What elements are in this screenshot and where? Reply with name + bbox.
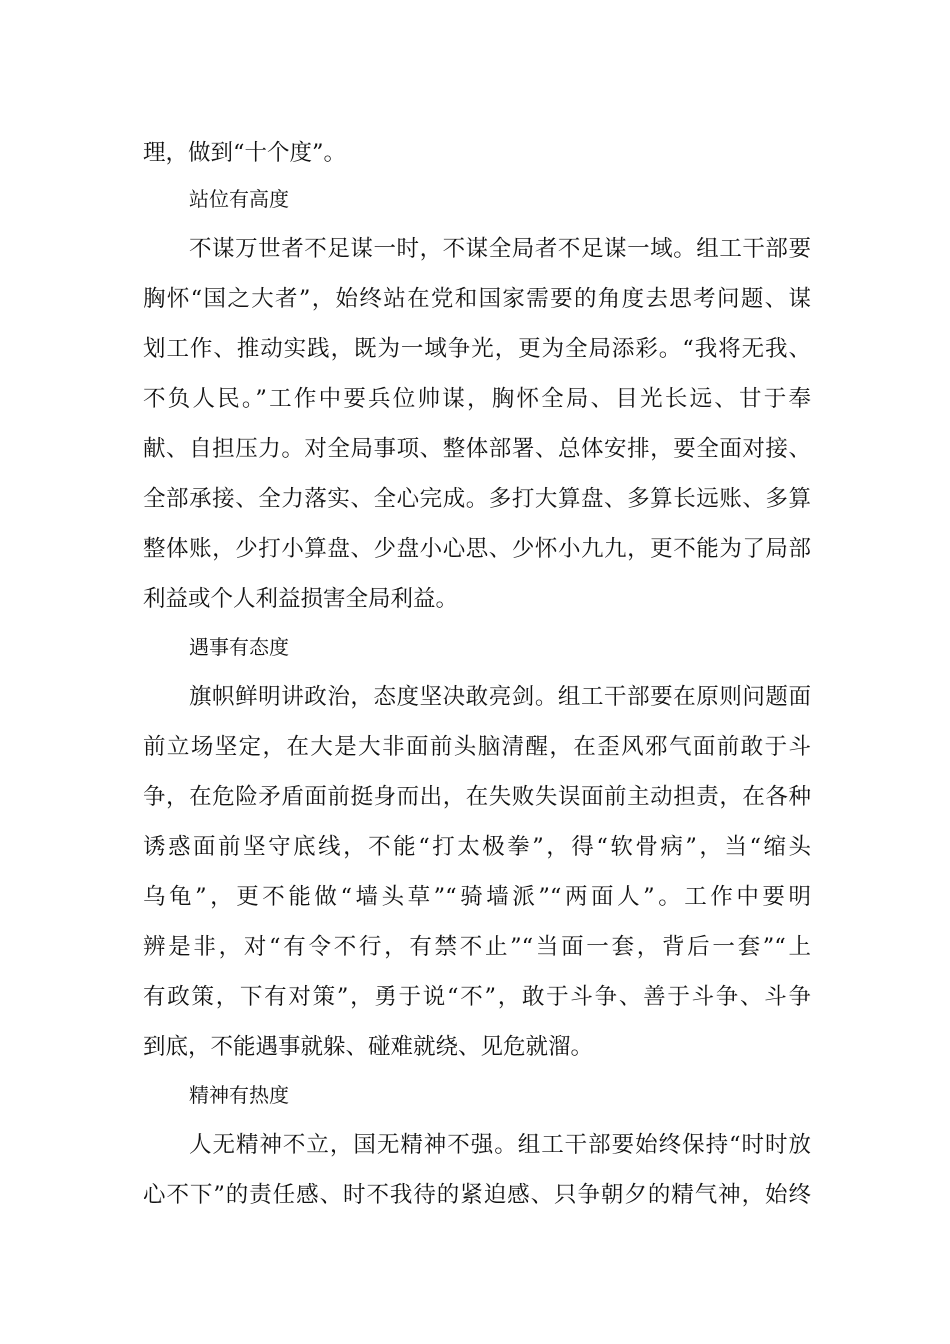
paragraph-line: 全部承接、全力落实、全心完成。多打大算盘、多算长远账、多算 — [143, 486, 811, 512]
paragraph-line: 辨是非，对“有令不行，有禁不止”“当面一套，背后一套”“上 — [143, 934, 811, 960]
paragraph-line: 不谋万世者不足谋一时，不谋全局者不足谋一域。组工干部要 — [189, 236, 811, 262]
paragraph-line: 献、自担压力。对全局事项、整体部署、总体安排，要全面对接、 — [143, 436, 811, 462]
paragraph-line: 划工作、推动实践，既为一域争光，更为全局添彩。“我将无我、 — [143, 336, 811, 362]
paragraph-line: 整体账，少打小算盘、少盘小心思、少怀小九九，更不能为了局部 — [143, 536, 811, 562]
section-heading-height: 站位有高度 — [189, 187, 289, 211]
section-heading-spirit: 精神有热度 — [189, 1083, 289, 1107]
section-heading-attitude: 遇事有态度 — [189, 635, 289, 659]
paragraph-line: 诱惑面前坚守底线，不能“打太极拳”，得“软骨病”，当“缩头 — [143, 834, 811, 860]
paragraph-line: 争，在危险矛盾面前挺身而出，在失败失误面前主动担责，在各种 — [143, 784, 811, 810]
paragraph-line: 心不下”的责任感、时不我待的紧迫感、只争朝夕的精气神，始终 — [143, 1182, 811, 1208]
paragraph-line: 有政策，下有对策”，勇于说“不”，敢于斗争、善于斗争、斗争 — [143, 984, 811, 1010]
paragraph-line: 到底，不能遇事就躲、碰难就绕、见危就溜。 — [143, 1034, 594, 1060]
paragraph-line: 前立场坚定，在大是大非面前头脑清醒，在歪风邪气面前敢于斗 — [143, 734, 811, 760]
intro-tail-line: 理，做到“十个度”。 — [143, 140, 347, 166]
paragraph-line: 旗帜鲜明讲政治，态度坚决敢亮剑。组工干部要在原则问题面 — [189, 684, 811, 710]
paragraph-line: 胸怀“国之大者”，始终站在党和国家需要的角度去思考问题、谋 — [143, 286, 811, 312]
paragraph-line: 乌龟”，更不能做“墙头草”“骑墙派”“两面人”。工作中要明 — [143, 884, 811, 910]
paragraph-line: 不负人民。”工作中要兵位帅谋，胸怀全局、目光长远、甘于奉 — [143, 386, 811, 412]
paragraph-line: 利益或个人利益损害全局利益。 — [143, 586, 459, 612]
paragraph-line: 人无精神不立，国无精神不强。组工干部要始终保持“时时放 — [189, 1132, 811, 1158]
